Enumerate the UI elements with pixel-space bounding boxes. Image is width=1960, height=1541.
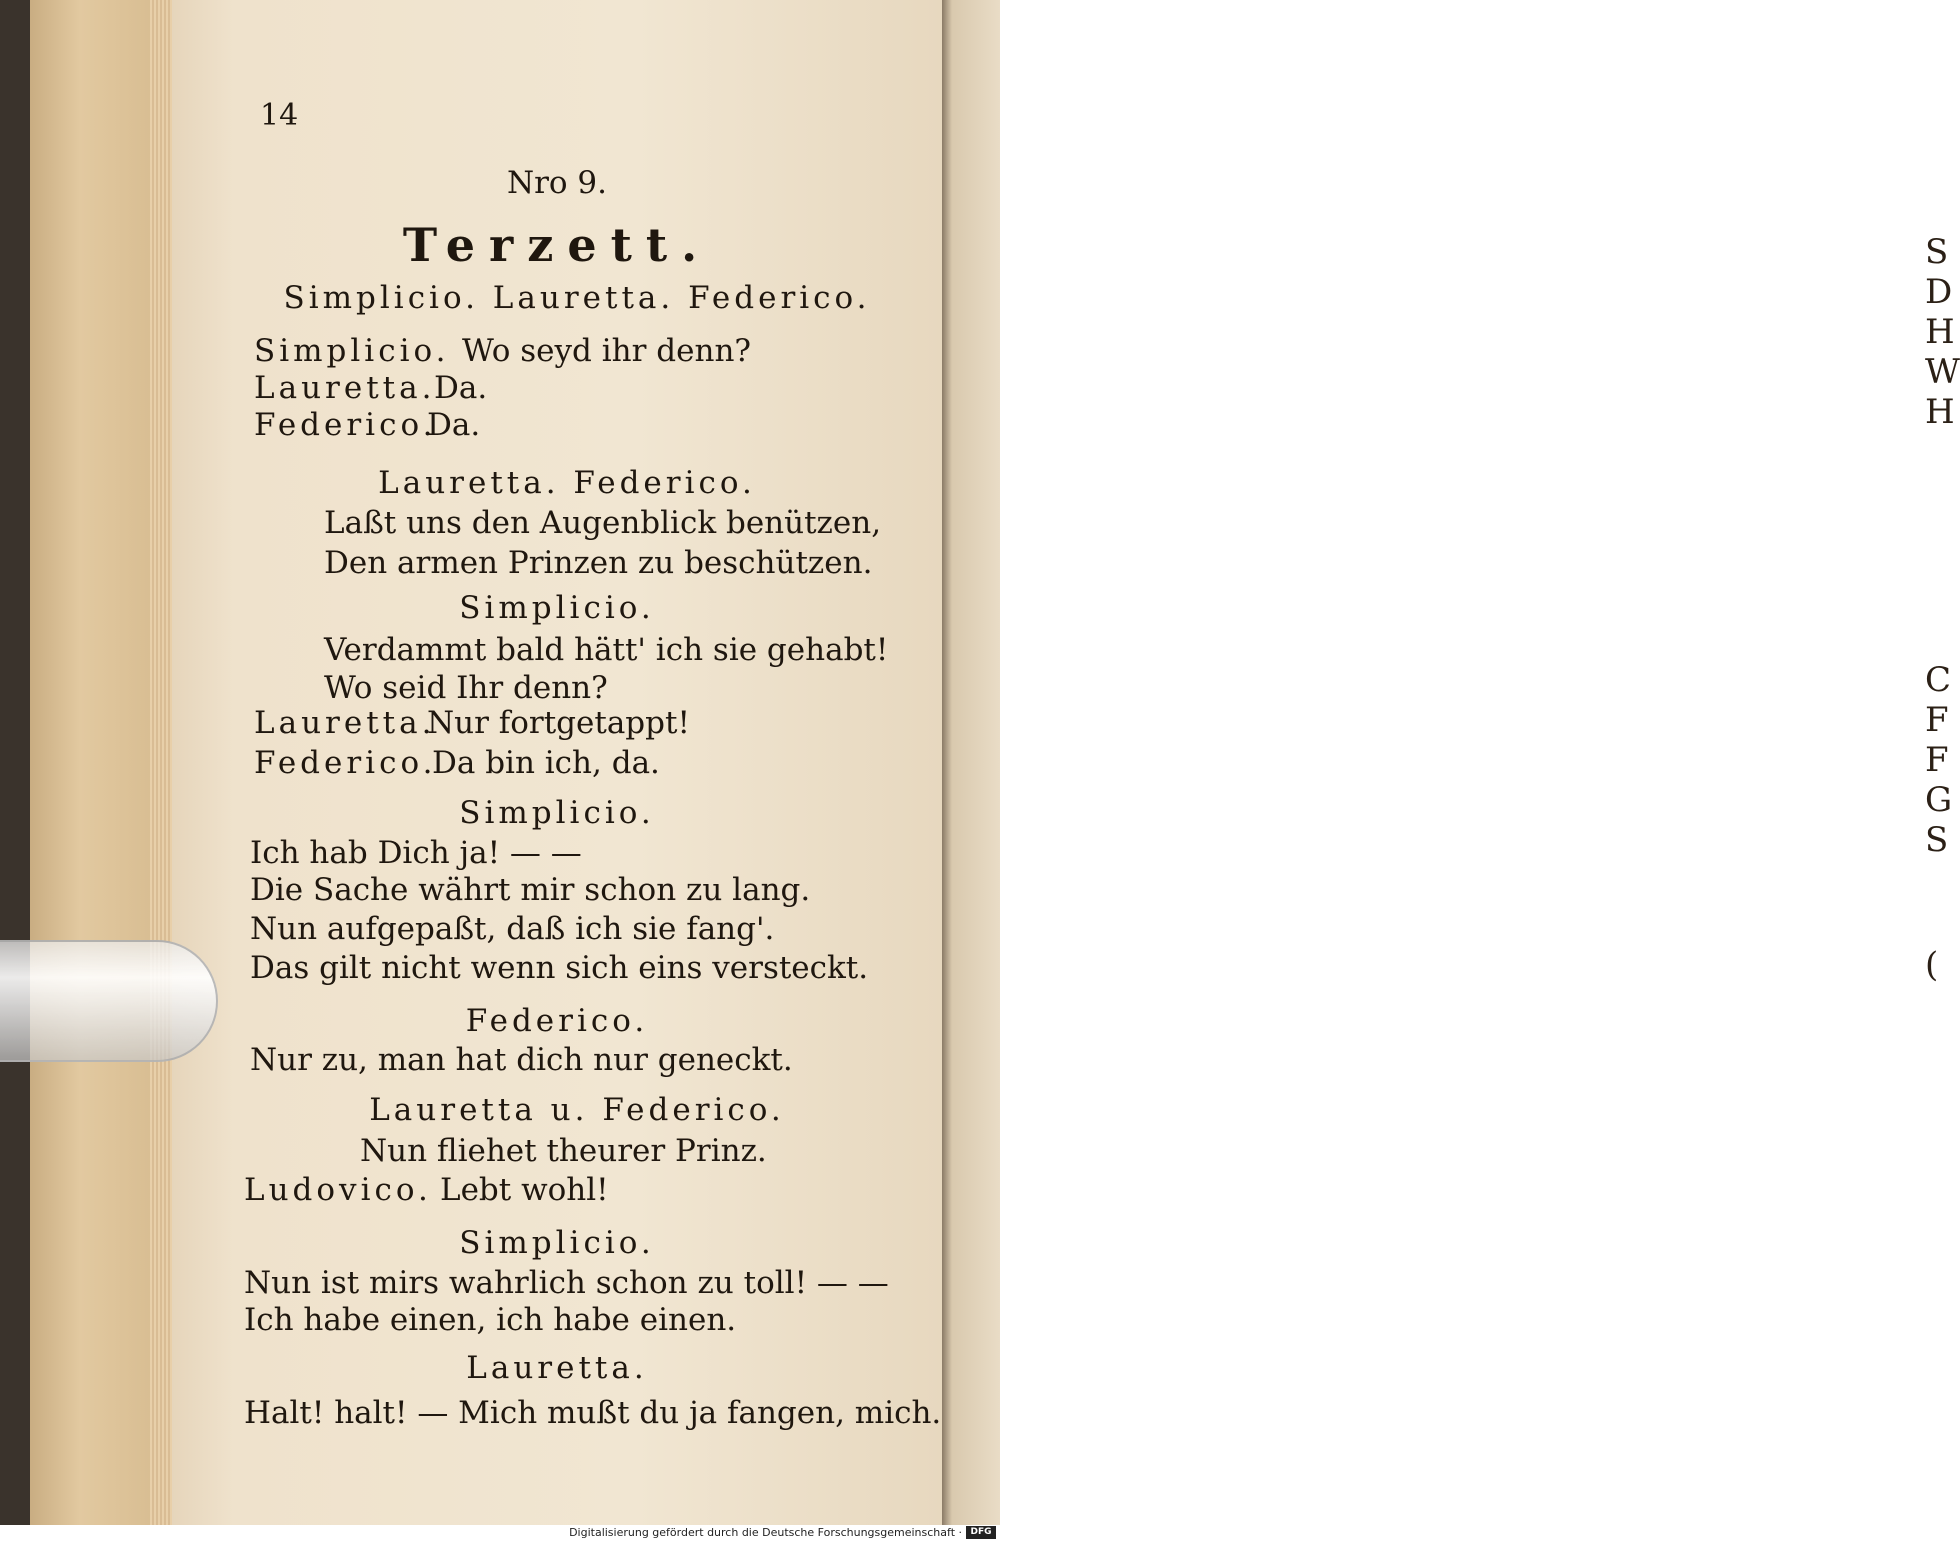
section-heading: Federico.: [465, 1003, 649, 1039]
facing-page-letter: W: [1925, 352, 1960, 392]
speaker-label: Federico.: [254, 745, 437, 781]
verse-line: Nun fliehet theurer Prinz.: [360, 1133, 767, 1169]
facing-page-letter: (: [1925, 945, 1939, 985]
facing-page-letter: H: [1925, 392, 1955, 432]
speaker-label: Federico.: [254, 407, 437, 443]
section-heading: Simplicio.: [459, 590, 655, 626]
book-cover-edge: [30, 0, 155, 1525]
facing-page-letter: H: [1925, 312, 1955, 352]
verse-line: Den armen Prinzen zu beschützen.: [324, 545, 873, 581]
facing-page-letter: G: [1925, 780, 1953, 820]
speaker-label: Lauretta.: [254, 370, 436, 406]
dialogue-line: Nur fortgetappt!: [427, 705, 690, 741]
verse-line: Ich habe einen, ich habe einen.: [244, 1302, 737, 1338]
dialogue-line: Wo seyd ihr denn?: [462, 333, 752, 369]
verse-line: Laßt uns den Augenblick benützen,: [324, 505, 882, 541]
facing-page-letter: F: [1925, 740, 1949, 780]
glass-page-weight: [0, 940, 218, 1062]
section-heading: Simplicio.: [459, 795, 655, 831]
verse-line: Nun aufgepaßt, daß ich sie fang'.: [250, 911, 775, 947]
section-heading: Lauretta u. Federico.: [369, 1092, 785, 1128]
verse-line: Wo seid Ihr denn?: [324, 670, 608, 706]
page-number: 14: [260, 98, 299, 133]
facing-page-letter: S: [1925, 820, 1949, 860]
verse-line: Nur zu, man hat dich nur geneckt.: [250, 1042, 793, 1078]
facing-page-edge: [940, 0, 1960, 1525]
section-heading: Simplicio.: [459, 1225, 655, 1261]
section-heading: Lauretta.: [466, 1350, 648, 1386]
book-page: [172, 0, 942, 1525]
facing-page-letter: C: [1925, 660, 1952, 700]
characters-heading: Simplicio. Lauretta. Federico.: [283, 280, 871, 316]
verse-line: Ich hab Dich ja! — —: [250, 835, 582, 871]
dialogue-line: Da.: [434, 370, 488, 406]
section-heading: Lauretta. Federico.: [378, 465, 756, 501]
facing-page-letter: F: [1925, 700, 1949, 740]
verse-line: Das gilt nicht wenn sich eins versteckt.: [250, 950, 869, 986]
dialogue-line: Lebt wohl!: [440, 1172, 609, 1208]
speaker-label: Ludovico.: [244, 1172, 432, 1208]
dialogue-line: Da.: [427, 407, 481, 443]
verse-line: Die Sache währt mir schon zu lang.: [250, 872, 811, 908]
dfg-logo-icon: DFG: [966, 1526, 996, 1539]
dialogue-line: Da bin ich, da.: [432, 745, 660, 781]
number-heading: Nro 9.: [506, 165, 608, 201]
footer-bar: [0, 1525, 1000, 1541]
facing-page-letter: S: [1925, 232, 1949, 272]
page-title: Terzett.: [402, 218, 712, 272]
facing-page-letter: D: [1925, 272, 1953, 312]
verse-line: Halt! halt! — Mich mußt du ja fangen, mich.: [244, 1395, 942, 1431]
speaker-label: Lauretta.: [254, 705, 436, 741]
verse-line: Verdammt bald hätt' ich sie gehabt!: [324, 632, 889, 668]
footer-credit: Digitalisierung gefördert durch die Deutsche Forschungsgemeinschaft ·: [569, 1526, 962, 1539]
verse-line: Nun ist mirs wahrlich schon zu toll! — —: [244, 1265, 889, 1301]
speaker-label: Simplicio.: [254, 333, 450, 369]
